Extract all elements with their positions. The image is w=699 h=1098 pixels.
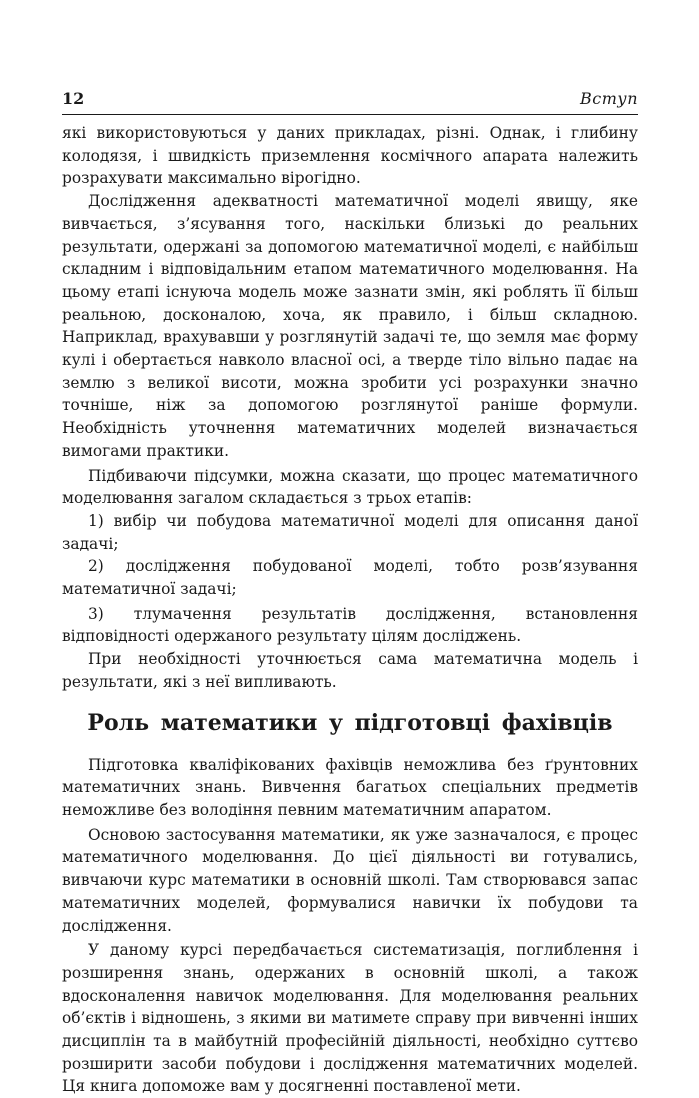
page-number: 12 bbox=[62, 89, 85, 108]
paragraph: Дослідження адекватності математичної моделі явищу, яке вивчається, з’ясування того, наскільки близькі до реальних результати, одержані за допомогою математичної моделі, є найбільш складним і відповідальним етапом математичного моделювання. На цьому етапі існуюча модель може зазнати змін, які роблять її більш реальною, досконалою, хоча, як правило, і більш складною. Наприклад, врахувавши у розглянутій задачі те, що земля має форму кулі і обертається навколо власної осі, а тверде тіло вільно падає на землю з великої висоти, можна зробити усі розрахунки значно точніше, ніж за допомогою розглянутої раніше формули. Необхідність уточнення математичних моделей визначається вимогами практики. bbox=[62, 192, 638, 460]
page-body bbox=[62, 122, 638, 1098]
section-title: Роль математики у підготовці фахівців bbox=[87, 709, 613, 736]
list-item: 3) тлумачення результатів дослідження, встановлення відповідності одержаного результату цілям досліджень. bbox=[62, 604, 638, 646]
paragraph: які використовуються у даних прикладах, різні. Однак, і глибину колодязя, і швидкість приземлення космічного апарата належить розрахувати максимально вірогідно. bbox=[62, 124, 638, 188]
paragraph: При необхідності уточнюється сама математична модель і результати, які з неї випливають. bbox=[62, 650, 638, 691]
paragraph: Підготовка кваліфікованих фахівців неможлива без ґрунтовних математичних знань. Вивчення багатьох спеціальних предметів неможливе без володіння певним математичним апаратом. bbox=[62, 755, 638, 819]
list-item: 1) вибір чи побудова математичної моделі для описання даної задачі; bbox=[62, 511, 638, 553]
list-item: 2) дослідження побудованої моделі, тобто розв’язування математичної задачі; bbox=[62, 557, 638, 599]
paragraph: У даному курсі передбачається систематизація, поглиблення і розширення знань, одержаних в основній школі, а також вдосконалення навичок моделювання. Для моделювання реальних об’єктів і відношень, з якими ви матимете справу при вивченні інших дисциплін та в майбутній професійній діяльності, необхідно суттєво розширити засоби побудови і дослідження математичних моделей. Ця книга допоможе вам у досягненні поставленої мети. bbox=[62, 941, 638, 1096]
paragraph: Підбиваючи підсумки, можна сказати, що процес математичного моделювання загалом складається з трьох етапів: bbox=[62, 466, 638, 508]
paragraph: Основою застосування математики, як уже зазначалося, є процес математичного моделювання. До цієї діяльності ви готувались, вивчаючи курс математики в основній школі. Там створювався запас математичних моделей, формувалися навички їх побудови та дослідження. bbox=[62, 825, 638, 935]
running-head: Вступ bbox=[580, 89, 638, 108]
page-header bbox=[62, 88, 638, 115]
